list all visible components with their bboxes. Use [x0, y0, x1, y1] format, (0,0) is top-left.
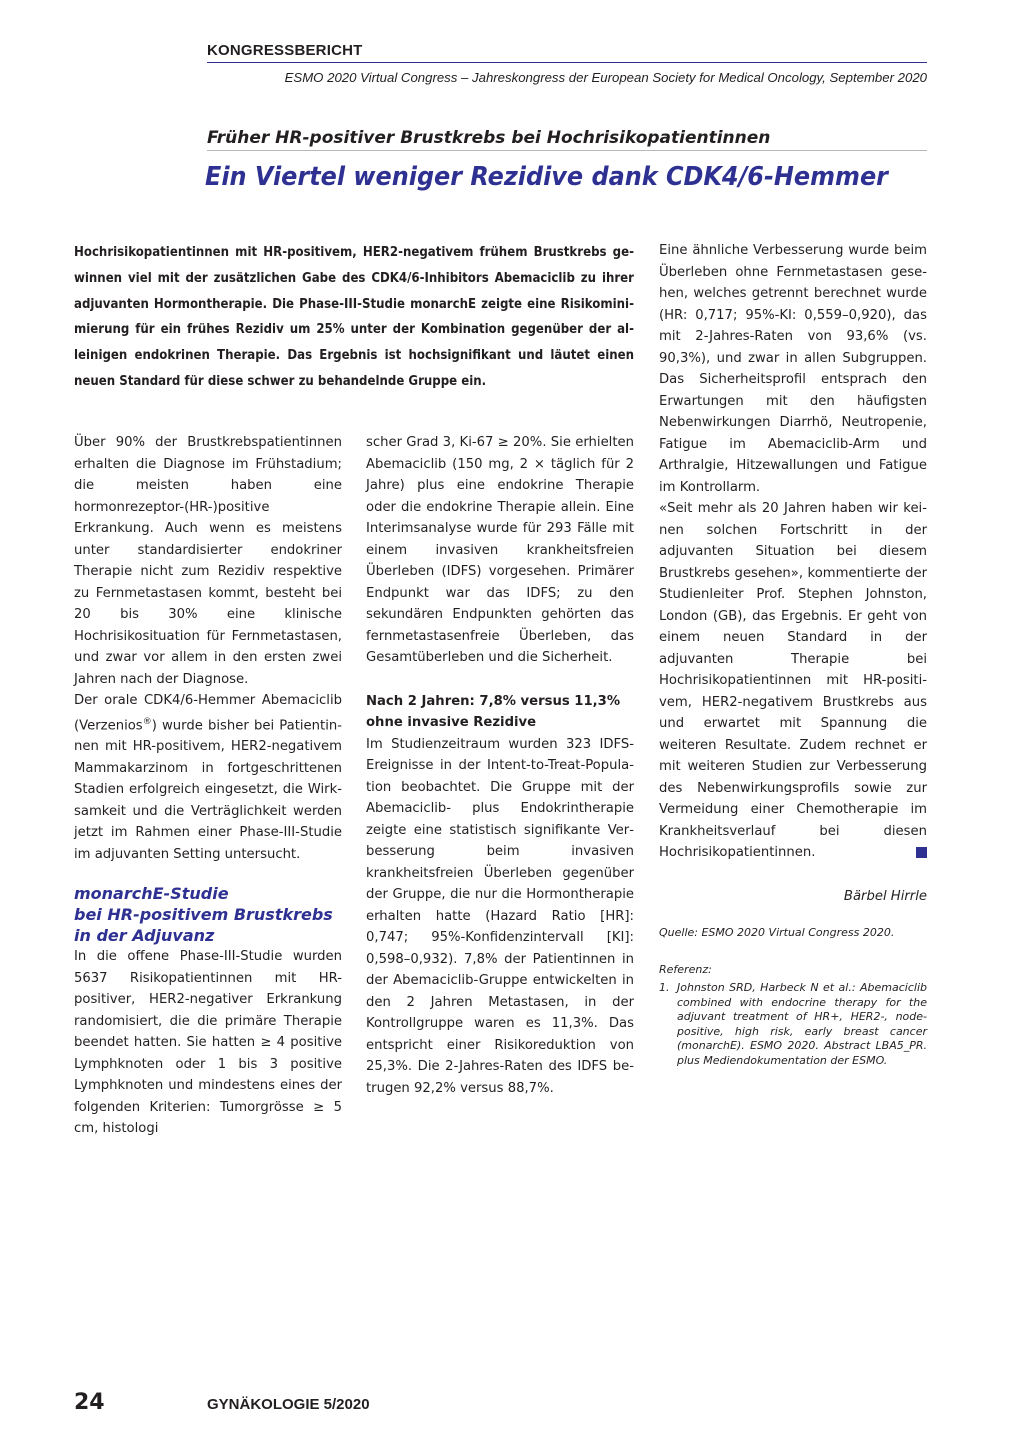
journal-issue: GYNÄKOLOGIE 5/2020 [207, 1396, 370, 1413]
subheading [74, 883, 342, 946]
paragraph-text: «Seit mehr als 20 Jahren haben wir keinen solchen Fortschritt in der adjuvanten Situation bei diesem Brustkrebs gesehen», kommentierte der Studienleiter Prof. Stephen Johnston, London (GB), das Ergebnis. Er geht von einem neuen Standard in der adjuvanten Therapie bei Hochrisikopatientinnen mit HR-positivem, HER2-negativem Brustkrebs aus und erwartet mit Spannung die weiteren Resultate. Zudem rechnet er mit weiteren Studien zur Verbesserung des Nebenwirkungsprofils sowie zur Vermeidung einer Chemotherapie im Krankheitsverlauf bei diesen Hochrisikopatientinnen. [659, 501, 927, 860]
text-column-3 [659, 240, 927, 1068]
paragraph: In die offene Phase-III-Studie wurden 5637 Risikopatientinnen mit HR-positiver, HER2-negativer Erkrankung randomisiert, die die primäre Therapie beendet hatten. Sie hatten ≥ 4 positive Lymphknoten oder 1 bis 3 positive Lymphknoten und mindestens eines der folgenden Kriterien: Tumorgrösse ≥ 5 cm, histologi [74, 949, 342, 1137]
subheading-line: in der Adjuvanz [74, 926, 215, 946]
end-square-icon [916, 847, 927, 858]
article-overline: Früher HR-positiver Brustkrebs bei Hochrisikopatientinnen [207, 128, 771, 148]
page-number: 24 [74, 1390, 105, 1415]
paragraph-text: Der orale CDK4/6-Hemmer Abemaciclib (Verzenios [74, 693, 342, 733]
author: Bärbel Hirrle [843, 888, 927, 904]
source-note: Quelle: ESMO 2020 Virtual Congress 2020. [659, 926, 895, 939]
reference-text: Johnston SRD, Harbeck N et al.: Abemaciclib combined with endocrine therapy for the adjuvant treatment of HR+, HER2-, node-positive, high risk, early breast cancer (monarchE). ESMO 2020. Abstract LBA5_PR. plus Mediendokumentation der ESMO. [677, 981, 927, 1067]
paragraph [74, 690, 342, 865]
paragraph: Eine ähnliche Verbesserung wurde beim Überleben ohne Fernmetastasen gesehen, welches getrennt berechnet wurde (HR: 0,717; 95%-KI: 0,559–0,920), das mit 2-Jahres-Raten von 93,6% (vs. 90,3%), und zwar in allen Subgruppen. Das Sicherheitsprofil entsprach den Erwartungen mit den häufigsten Nebenwirkungen Diarrhö, Neutropenie, Fatigue im Abemaciclib-Arm und Arthralgie, Hitzewallungen und Fatigue im Kontrollarm. [659, 243, 927, 495]
overline-rule [207, 150, 927, 151]
paragraph: Im Studienzeitraum wurden 323 IDFS-Ereignisse in der Intent-to-Treat-Population beobachtet. Die Gruppe mit der Abemaciclib- plus Endokrintherapie zeigte eine statistisch signifikante Verbesserung beim invasiven krankheitsfreien Überleben gegenüber der Gruppe, die nur die Hormontherapie erhalten hatte (Hazard Ratio [HR]: 0,747; 95%-Konfidenzintervall [KI]: 0,598–0,932). 7,8% der Patientinnen in der Abemaciclib-Gruppe entwickelten in den 2 Jahren Metastasen, in der Kontrollgruppe waren es 11,3%. Das entspricht einer Risikoreduktion von 25,3%. Die 2-Jahres-Raten des IDFS betrugen 92,2% versus 88,7%. [366, 736, 634, 1096]
reference-item [659, 981, 927, 1068]
congress-line: ESMO 2020 Virtual Congress – Jahreskongress der European Society for Medical Oncology, September 2020 [284, 70, 927, 85]
section-label: KONGRESSBERICHT [207, 42, 363, 59]
article-headline: Ein Viertel weniger Rezidive dank CDK4/6-Hemmer [205, 162, 888, 192]
text-column-2 [366, 432, 634, 1099]
subheading [366, 691, 634, 734]
subheading-line: bei HR-positivem Brustkrebs [74, 905, 333, 925]
reference-number: 1. [659, 981, 670, 994]
reference-label: Referenz: [659, 963, 712, 976]
subheading-line: ohne invasive Rezidive [366, 715, 537, 730]
subheading-line: monarchE-Studie [74, 884, 229, 904]
header-rule [207, 62, 927, 63]
paragraph-text: ) wurde bisher bei Patientinnen mit HR-positivem, HER2-negativem Mammakarzinom in fortgeschrittenen Stadien erfolgreich eingesetzt, die Wirksamkeit und die Verträglichkeit werden jetzt im Rahmen einer Phase-III-Studie im adjuvanten Setting untersucht. [74, 717, 342, 862]
article-lead: Hochrisikopatientinnen mit HR-positivem, HER2-negativem frühem Brustkrebs gewinnen viel mit der zusätzlichen Gabe des CDK4/6-Inhibitors Abemaciclib zu ihrer adjuvanten Hormontherapie. Die Phase-III-Studie monarchE zeigte eine Risikominimierung für ein frühes Rezidiv um 25% unter der Kombination gegenüber der alleinigen endokrinen Therapie. Das Ergebnis ist hochsignifikant und läutet einen neuen Standard für diese schwer zu behandelnde Gruppe ein. [74, 245, 634, 389]
registered-mark: ® [142, 716, 152, 727]
subheading-line: Nach 2 Jahren: 7,8% versus 11,3% [366, 693, 621, 709]
paragraph [659, 498, 927, 864]
text-column-1 [74, 432, 342, 1140]
paragraph: Über 90% der Brustkrebspatientinnen erhalten die Diagnose im Frühstadium; die meisten haben eine hormonrezeptor-(HR-)positive Erkrankung. Auch wenn es meistens unter standardisierter endokriner Therapie nicht zum Rezidiv respektive zu Fernmetastasen kommt, besteht bei 20 bis 30% eine klinische Hochrisikosituation für Fernmetastasen, und zwar vor allem in den ersten zwei Jahren nach der Diagnose. [74, 435, 342, 687]
paragraph: scher Grad 3, Ki-67 ≥ 20%. Sie erhielten Abemaciclib (150 mg, 2 × täglich für 2 Jahre) plus eine endokrine Therapie oder die endokrine Therapie allein. Eine Interimsanalyse wurde für 293 Fälle mit einem invasiven krankheitsfreien Überleben (IDFS) vorgesehen. Primärer Endpunkt war das IDFS; zu den sekundären Endpunkten gehörten das fernmetastasenfreie Überleben, das Gesamtüberleben und die Sicherheit. [366, 435, 634, 665]
